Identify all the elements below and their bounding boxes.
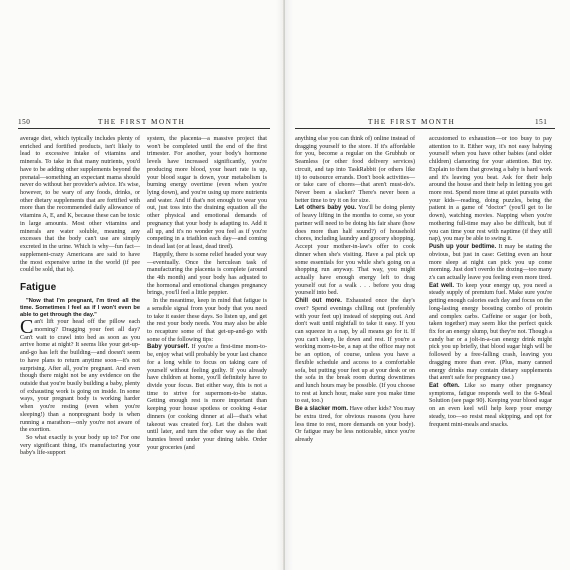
text-column-2: [147, 136, 267, 452]
tip-lead: Baby yourself.: [147, 344, 190, 351]
tip-paragraph: [295, 205, 415, 298]
running-head: THE FIRST MONTH: [368, 118, 456, 126]
text-column-4: [429, 136, 552, 429]
tip-text: Like so many other pregnancy symptoms, fatigue responds well to the 6-Meal Solution (see page 90). Keeping your blood sugar on an even keel will help keep your energy steady, too—so resist meal skipping, and opt for frequent mini-meals and snacks.: [429, 383, 552, 428]
tip-paragraph: [295, 406, 415, 445]
page-number: 151: [535, 118, 548, 126]
tip-paragraph: [429, 283, 552, 383]
text-column-1: [20, 136, 140, 458]
paragraph: average diet, which typically includes plenty of enriched and fortified products, isn't likely to lead to excessive intake of vitamins and minerals. To take in that many nutrients, you'd have to be adding other supplements beyond the prenatal—something an expectant mama should never do without her provider's advice. It's wise, however, to be wary of any foods, drinks, or other dietary supplements that are fortified with more than the recommended daily allowance of vitamins A, E, and K, because these can be toxic in large amounts. Most other vitamins and minerals are water soluble, meaning any excesses that the body can't use are simply excreted in the urine. Which is why—fun fact—supplement-crazy Americans are said to have the most expensive urine in the world (if pee could be sold, that is).: [20, 136, 140, 274]
tip-paragraph: [429, 383, 552, 429]
tip-lead: Eat well.: [429, 282, 455, 289]
tip-text: Have other kids? You may be extra tired, for obvious reasons (you have less time to rest, more demands on your body). Or fatigue may be less noticeable, since you're already: [295, 406, 415, 444]
tip-lead: Be a slacker mom.: [295, 406, 348, 413]
header-rule: [295, 128, 555, 129]
tip-paragraph: [295, 298, 415, 406]
text-column-3: [295, 136, 415, 445]
tip-lead: Let others baby you.: [295, 205, 357, 212]
tip-paragraph: [147, 344, 267, 452]
section-heading: Fatigue: [20, 281, 57, 293]
tip-text: It may be stating the obvious, but just in case: Getting even an hour more sleep at night can pick you up come morning. Just don't overdo the dozing—too many z's can actually leave you feeling even more tired.: [429, 244, 552, 281]
right-page: [285, 0, 570, 570]
paragraph: system, the placenta—a massive project that won't be completed until the end of the first trimester. For another, your body's hormone levels have increased significantly, you're producing more blood, your heart rate is up, your blood sugar is down, your metabolism is burning energy overtime (even when you're lying down), and you're using up more nutrients and water. And if that's not enough to wear you out, just toss into the draining equation all the other physical and emotional demands of pregnancy that your body is adapting to. Add it all up, and it's no wonder you feel as if you're competing in a triathlon each day—and coming in dead last (or at least, dead tired).: [147, 136, 267, 251]
paragraph: accustomed to exhaustion—or too busy to pay attention to it. Either way, it's not easy babying yourself when you have other babies (and older children) clamoring for your attention. But try. Explain to them that growing a baby is hard work and it's leaving you beat. Ask for their help around the house and their help in letting you get more rest. Spend more time at quiet pursuits with your kids—reading, doing puzzles, being the patient in a game of "doctor" (you'll get to lie down), watching movies. Napping when you're mothering full-time may also be difficult, but if you can time your rest with naptime (if they still nap), you may be able to swing it.: [429, 136, 552, 243]
tip-text: If you're a first-time mom-to-be, enjoy what will probably be your last chance for a long while to focus on taking care of yourself without feeling guilty. If you already have children at home, you'll definitely have to divide your focus. But either way, this is not a time to strive for supermom-to-be status. Getting enough rest is more important than keeping your house spotless or cooking 4-star dinners (or cooking dinner at all—that's what takeout was created for). Let the dishes wait until later, and turn the other way as the dust bunnies breed under your dining table. Order your groceries (and: [147, 344, 267, 451]
tip-text: Exhausted once the day's over? Spend evenings chilling out (preferably with your feet up) instead of stepping out. And don't wait until nightfall to take it easy. If you can squeeze in a nap, by all means go for it. If you can't sleep, lie down and rest. If you're a working mom-to-be, a nap at the office may not be an option, of course, unless you have a flexible schedule and access to a comfortable sofa, but putting your feet up at your desk or on the sofa in the break room during downtimes and lunch hours may be possible. (If you choose to rest at lunch hour, make sure you make time to eat, too.): [295, 298, 415, 405]
tip-paragraph: [429, 244, 552, 283]
drop-cap: C: [20, 316, 34, 339]
tip-lead: Eat often.: [429, 383, 460, 389]
page-number: 150: [18, 118, 31, 126]
paragraph: In the meantime, keep in mind that fatigue is a sensible signal from your body that you need to take it easier these days. So listen up, and get the rest your body needs. You may also be able to recapture some of that get-up-and-go with some of the following tips:: [147, 298, 267, 343]
paragraph: So what exactly is your body up to? For one very significant thing, it's manufacturing your baby's life-support: [20, 435, 140, 457]
running-head: THE FIRST MONTH: [98, 118, 186, 126]
paragraph: Happily, there is some relief headed your way—eventually. Once the herculean task of manufacturing the placenta is complete (around the 4th month) and your body has adjusted to the hormonal and emotional changes pregnancy brings, you'll feel a little peppier.: [147, 251, 267, 297]
paragraph: [20, 316, 140, 435]
tip-text: To keep your energy up, you need a steady supply of premium fuel. Make sure you're getting enough calories each day and focus on the long-lasting energy boosting combo of protein and complex carbs. Caffeine or sugar (or both, taken together) may seem like the perfect quick fix for an energy slump, but they're not. Though a candy bar or a jolt-in-a-can energy drink might pick you up briefly, that blood sugar high will be followed by a free-falling crash, leaving you dragging more than ever. (Plus, many canned energy drinks may contain dietary supplements that aren't safe for pregnancy use.): [429, 282, 552, 382]
paragraph: anything else you can think of) online instead of dragging yourself to the store. If it's affordable for you, become a regular on the Grubhub or Seamless (or other food delivery services) circuit, and tap into TaskRabbit (or others like it) to outsource errands. Don't book activities—or take care of chores—that aren't must-do's. Never been a slacker? There's never been a better time to try it on for size.: [295, 136, 415, 204]
left-page: [0, 0, 284, 570]
spine-shadow: [285, 0, 293, 570]
tip-text: You'll be doing plenty of heavy lifting in the months to come, so your partner will need to be doing his fair share (how does more than half sound?) of household chores, including laundry and grocery shopping. Accept your mother-in-law's offer to cook dinner when she's visiting. Have a pal pick up some essentials for you while she's going on a shopping run anyway. That way, you might actually have enough energy left to drag yourself out for a walk . . . before you drag yourself into bed.: [295, 205, 415, 297]
reader-question: "Now that I'm pregnant, I'm tired all the time. Sometimes I feel as if I won't even be able to get through the day.": [20, 297, 140, 319]
tip-lead: Push up your bedtime.: [429, 244, 497, 251]
paragraph-text: an't lift your head off the pillow each morning? Dragging your feet all day? Can't wait to crawl into bed as soon as you arrive home at night? It seems like your get-up-and-go has left the building—and doesn't seem to have plans to return anytime soon—it's not surprising. After all, you're pregnant. And even though there might not be any evidence on the outside that you're busily building a baby, plenty of exhausting work is going on inside. In some ways, your pregnant body is working harder when you're resting (even when you're sleeping!) than a nonpregnant body is when running a marathon—only you're not aware of the exertion.: [20, 319, 140, 434]
header-rule: [18, 128, 270, 129]
tip-lead: Chill out more.: [295, 298, 342, 305]
